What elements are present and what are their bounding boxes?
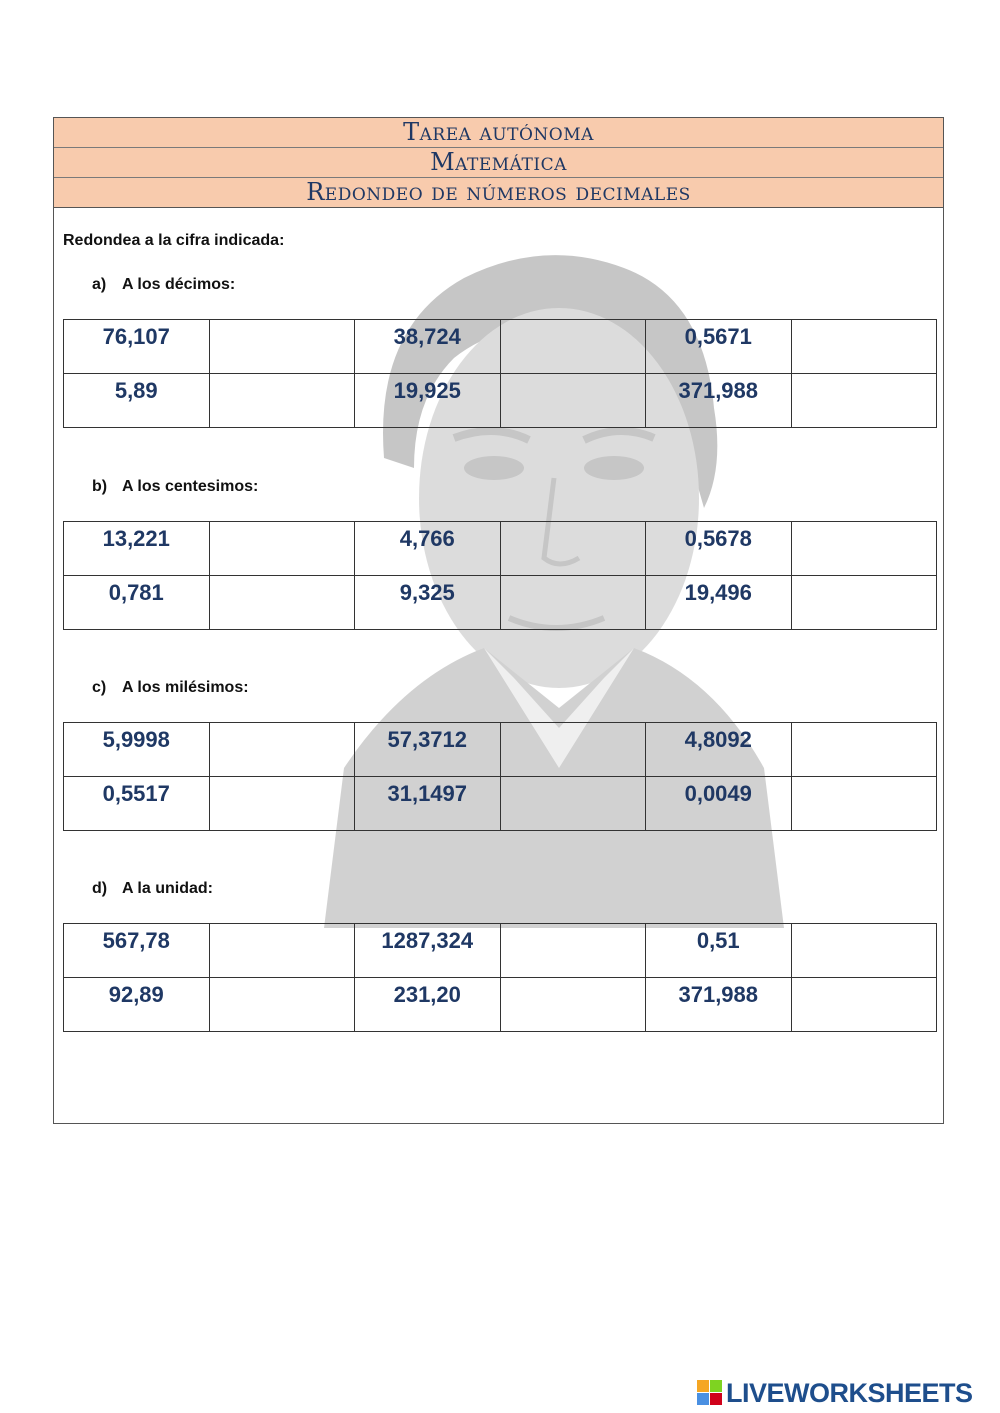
number-cell: 4,8092 [646, 723, 792, 777]
number-cell: 371,988 [646, 374, 792, 428]
number-cell: 57,3712 [355, 723, 501, 777]
number-cell: 0,781 [64, 576, 210, 630]
liveworksheets-logo[interactable] [697, 1378, 973, 1408]
answer-cell[interactable] [209, 924, 355, 978]
table-row [64, 320, 937, 374]
number-cell: 9,325 [355, 576, 501, 630]
number-cell: 371,988 [646, 978, 792, 1032]
section-title: A los milésimos: [122, 679, 249, 696]
section-title: A los décimos: [122, 276, 236, 293]
number-cell: 92,89 [64, 978, 210, 1032]
answer-cell[interactable] [791, 374, 937, 428]
answer-cell[interactable] [500, 522, 646, 576]
number-cell: 19,925 [355, 374, 501, 428]
answer-cell[interactable] [209, 777, 355, 831]
answer-cell[interactable] [500, 320, 646, 374]
instruction-text: Redondea a la cifra indicada: [63, 232, 285, 249]
number-cell: 13,221 [64, 522, 210, 576]
section-b-table [63, 521, 937, 630]
answer-cell[interactable] [209, 522, 355, 576]
number-cell: 19,496 [646, 576, 792, 630]
number-cell: 0,5517 [64, 777, 210, 831]
answer-cell[interactable] [791, 978, 937, 1032]
section-d-table [63, 923, 937, 1032]
section-a-table [63, 319, 937, 428]
answer-cell[interactable] [791, 320, 937, 374]
table-row [64, 777, 937, 831]
answer-cell[interactable] [209, 978, 355, 1032]
number-cell: 0,5678 [646, 522, 792, 576]
table-row [64, 374, 937, 428]
number-cell: 31,1497 [355, 777, 501, 831]
table-row [64, 576, 937, 630]
answer-cell[interactable] [791, 723, 937, 777]
section-letter: d) [92, 880, 108, 897]
header-title-3: Redondeo de números decimales [54, 178, 943, 208]
number-cell: 5,89 [64, 374, 210, 428]
section-letter: c) [92, 679, 107, 696]
number-cell: 231,20 [355, 978, 501, 1032]
number-cell: 0,5671 [646, 320, 792, 374]
section-c-table [63, 722, 937, 831]
number-cell: 1287,324 [355, 924, 501, 978]
number-cell: 4,766 [355, 522, 501, 576]
answer-cell[interactable] [500, 777, 646, 831]
answer-cell[interactable] [209, 320, 355, 374]
answer-cell[interactable] [791, 522, 937, 576]
answer-cell[interactable] [791, 924, 937, 978]
table-row [64, 723, 937, 777]
section-title: A los centesimos: [122, 478, 259, 495]
answer-cell[interactable] [500, 374, 646, 428]
answer-cell[interactable] [209, 723, 355, 777]
header-title-1: Tarea autónoma [54, 118, 943, 148]
answer-cell[interactable] [209, 576, 355, 630]
section-c-label [92, 679, 249, 697]
answer-cell[interactable] [500, 924, 646, 978]
section-a-label [92, 276, 235, 294]
section-letter: a) [92, 276, 107, 293]
answer-cell[interactable] [500, 576, 646, 630]
worksheet [53, 117, 944, 1124]
header-title-2: Matemática [54, 148, 943, 178]
number-cell: 567,78 [64, 924, 210, 978]
number-cell: 0,0049 [646, 777, 792, 831]
table-row [64, 522, 937, 576]
section-title: A la unidad: [122, 880, 213, 897]
answer-cell[interactable] [791, 777, 937, 831]
number-cell: 0,51 [646, 924, 792, 978]
section-d-label [92, 880, 213, 898]
logo-text: LIVEWORKSHEETS [726, 1377, 973, 1408]
table-row [64, 978, 937, 1032]
section-letter: b) [92, 478, 108, 495]
answer-cell[interactable] [209, 374, 355, 428]
answer-cell[interactable] [500, 723, 646, 777]
number-cell: 76,107 [64, 320, 210, 374]
number-cell: 38,724 [355, 320, 501, 374]
answer-cell[interactable] [500, 978, 646, 1032]
table-row [64, 924, 937, 978]
liveworksheets-logo-icon [697, 1380, 723, 1406]
number-cell: 5,9998 [64, 723, 210, 777]
section-b-label [92, 478, 258, 496]
answer-cell[interactable] [791, 576, 937, 630]
